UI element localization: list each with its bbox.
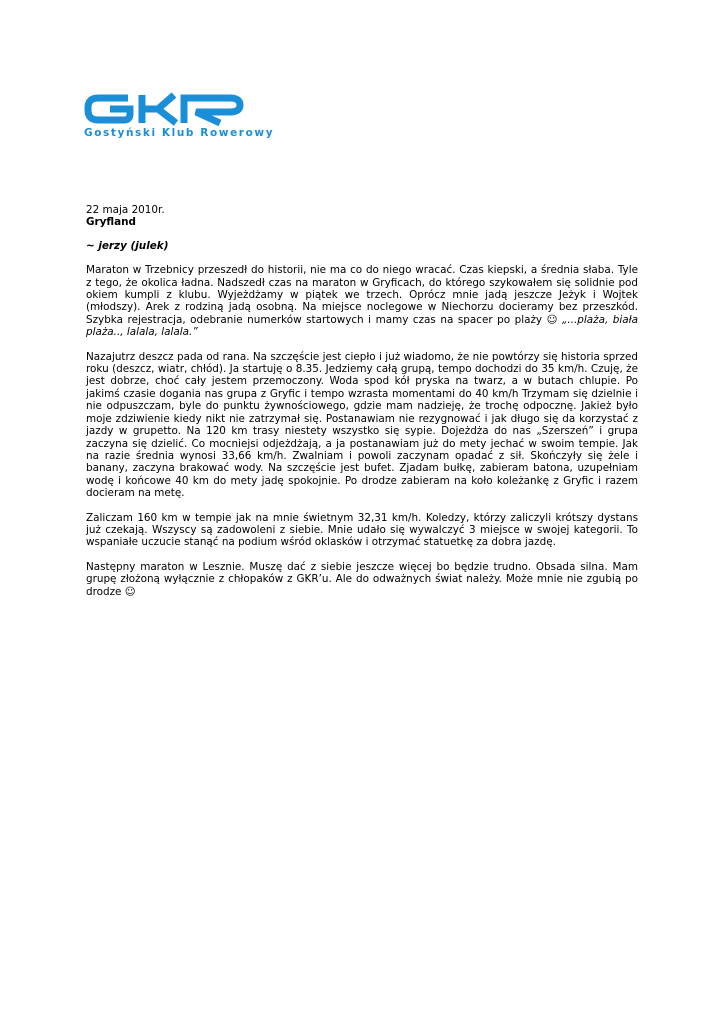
article-date: 22 maja 2010r.: [86, 204, 165, 216]
paragraph-2: Nazajutrz deszcz pada od rana. Na szczęście jest ciepło i już wiadomo, że nie powtórzy się historia sprzed roku (deszcz, wiatr, chłód). Ja startuję o 8.35. Jedziemy całą grupą, tempo dochodzi do 35 km/h. Czuję, że jest dobrze, choć cały jestem przemoczony. Woda spod kół pryska na twarz, a w butach chlupie. Po jakimś czasie dogania nas grupa z Gryfic i tempo wzrasta momentami do 40 km/h Trzymam się dzielnie i nie odpuszczam, byle do punktu żywnościowego, gdzie mam nadzieję, że trochę odpocznę. Jakież było moje zdziwienie kiedy nikt nie zatrzymał się. Postanawiam nie rezygnować i jak długo się da korzystać z jazdy w grupetto. Na 120 km trasy niestety wszystko się sypie. Dojeżdża do nas „Szerszeń” i grupa zaczyna się dzielić. Co mocniejsi odjeżdżają, a ja postanawiam już do mety jechać w swoim tempie. Jak na razie średnia wynosi 33,66 km/h. Zwalniam i powoli zaczynam opadać z sił. Skończyły się żele i banany, zaczyna brakować wody. Na szczęście jest bufet. Zjadam bułkę, zabieram batona, uzupełniam wodę i końcowe 40 km do mety jadę spokojnie. Po drodze zabieram na koło koleżankę z Gryfic i razem docieram na metę.: [86, 350, 638, 500]
paragraph-1: [86, 264, 638, 338]
article: [86, 204, 638, 598]
gkr-logo-mark: [84, 92, 244, 126]
article-author: ~ jerzy (julek): [86, 239, 169, 252]
logo-caption: Gostyński Klub Rowerowy: [84, 127, 275, 139]
paragraph-1-text: Maraton w Trzebnicy przeszedł do historii, nie ma co do niego wracać. Czas kiepski, a średnia słaba. Tyle z tego, że okolica ładna. Nadszedł czas na maraton w Gryficach, do którego szykowałem się solidnie pod okiem kumpli z klubu. Wyjeżdżamy w piątek we trzech. Oprócz mnie jadą jeszcze Jeżyk i Wojtek (młodszy). Arek z rodziną jadą osobną. Na miejsce noclegowe w Niechorzu docieramy bez przeszkód. Szybka rejestracja, odebranie numerków startowych i mamy czas na spacer po plaży ☺: [86, 264, 638, 326]
paragraph-4: Następny maraton w Lesznie. Muszę dać z siebie jeszcze więcej bo będzie trudno. Obsada silna. Mam grupę złożoną wyłącznie z chłopaków z GKR’u. Ale do odważnych świat należy. Może mnie nie zgubią po drodze ☺: [86, 560, 638, 598]
paragraph-3: Zaliczam 160 km w tempie jak na mnie świetnym 32,31 km/h. Koledzy, którzy zaliczyli krótszy dystans już czekają. Wszyscy są zadowoleni z siebie. Mnie udało się wywalczyć 3 miejsce w swojej kategorii. To wspaniałe uczucie stanąć na podium wśród oklasków i otrzymać statuetkę za dobra jazdę.: [86, 511, 638, 549]
paragraph-1-quote: „...plaża, biała plaża.., lalala, lalala.”: [86, 313, 638, 339]
article-title: Gryfland: [86, 216, 136, 229]
gkr-logo: [84, 92, 275, 142]
